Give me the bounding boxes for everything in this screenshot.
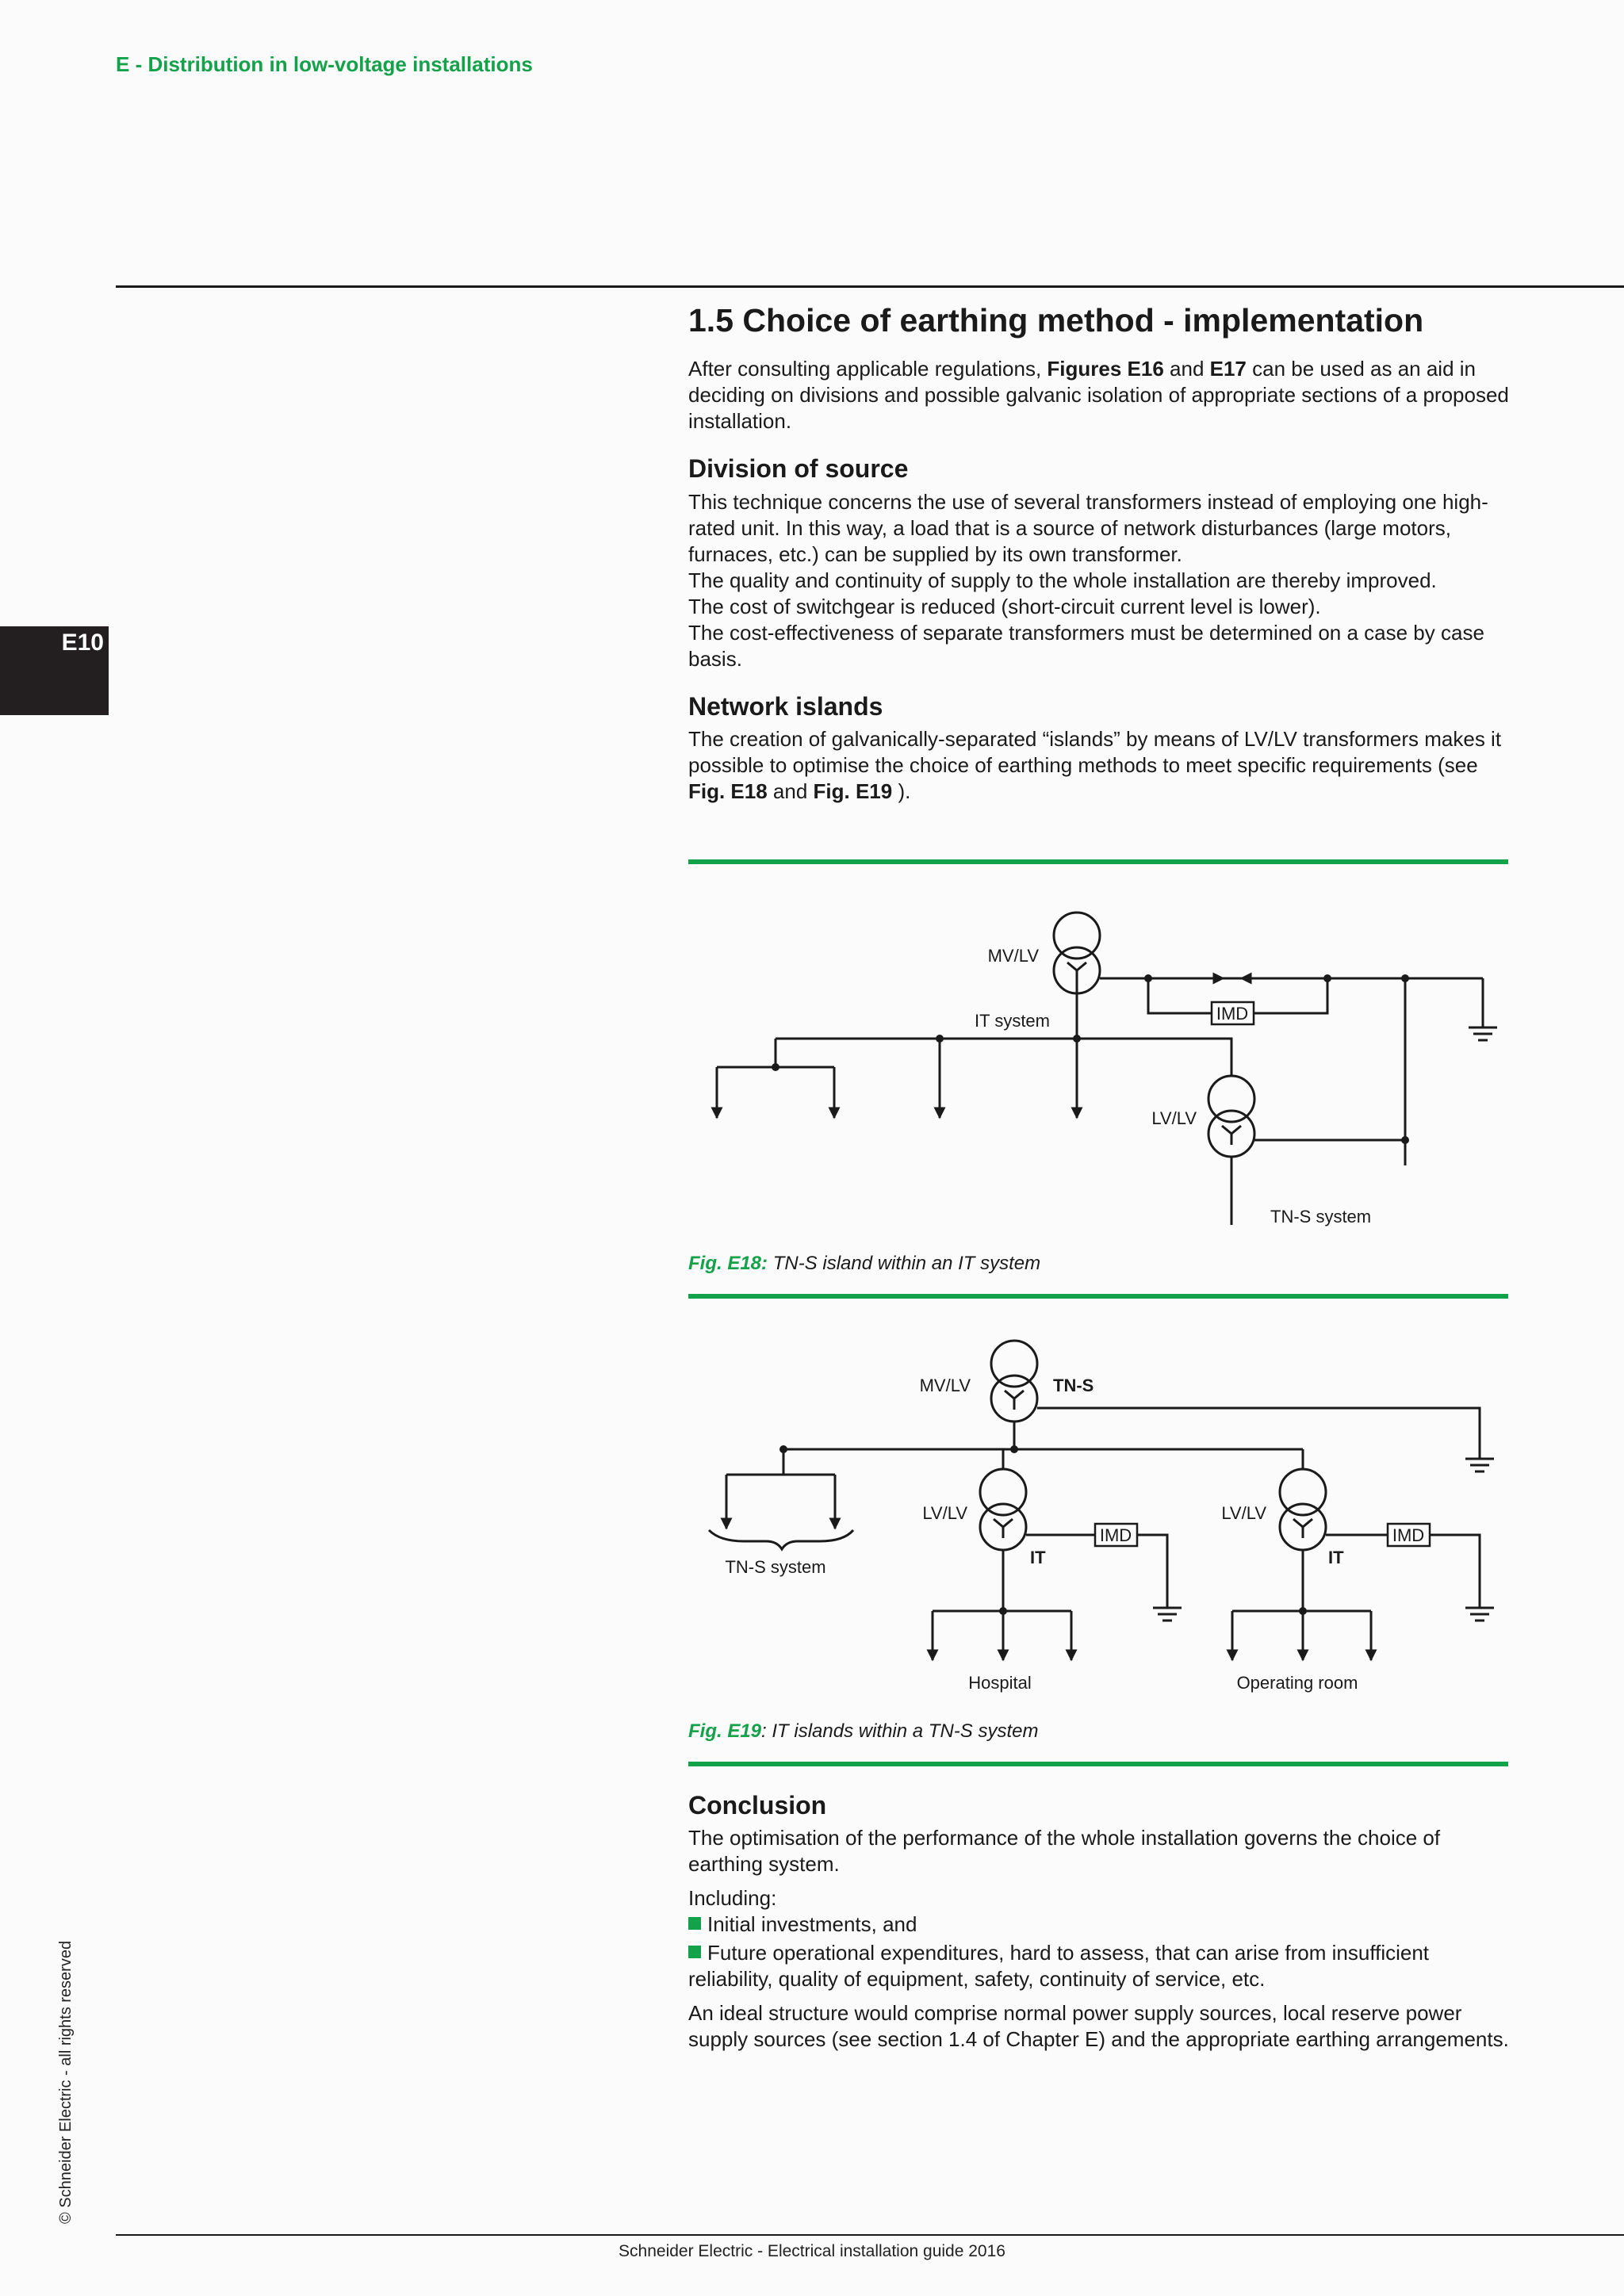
intro-paragraph: After consulting applicable regulations, Figures E16 and E17 can be used as an aid in deciding on divisions and possible galvanic isolation of appropriate sections of a proposed installation. xyxy=(688,357,1509,434)
fig18-label-imd: IMD xyxy=(1216,1004,1249,1024)
islands-heading: Network islands xyxy=(688,691,883,721)
division-paragraph-3: The cost of switchgear is reduced (short-circuit current level is lower). xyxy=(688,594,1321,618)
fig19-label-mvlv: MV/LV xyxy=(919,1376,971,1395)
conclusion-paragraph-1: The optimisation of the performance of the whole installation governs the choice of earthing system. xyxy=(688,1826,1441,1877)
fig19-label-it-left: IT xyxy=(1030,1548,1046,1567)
fig19-diagram xyxy=(688,1307,1508,1703)
footer-rule xyxy=(116,2234,1624,2236)
fig19-bottom-rule xyxy=(688,1762,1508,1766)
fig19-label-tns-system: TN-S system xyxy=(725,1557,826,1577)
page-number-tab: E10 xyxy=(0,626,109,715)
fig19-label-imd-right: IMD xyxy=(1392,1525,1425,1545)
copyright-notice: © Schneider Electric - all rights reserved xyxy=(57,1940,75,2224)
fig19-label-it-right: IT xyxy=(1328,1548,1344,1567)
conclusion-bullet-2: Future operational expenditures, hard to assess, that can arise from insufficient reliability, quality of equipment, safety, continuity of service, etc. xyxy=(688,1941,1430,1992)
fig19-caption: Fig. E19: IT islands within a TN-S system xyxy=(688,1720,1039,1742)
conclusion-paragraph-3: An ideal structure would comprise normal power supply sources, local reserve power supply sources (see section 1.4 of Chapter E) and the appropriate earthing arrangements. xyxy=(688,2001,1509,2052)
division-paragraph-1: This technique concerns the use of several transformers instead of employing one high-rated unit. In this way, a load that is a source of network disturbances (large motors, furnaces, etc.) can be supplied by its own transformer. xyxy=(688,489,1488,566)
main-text-column xyxy=(688,301,1513,805)
fig18-diagram xyxy=(688,872,1508,1245)
division-heading: Division of source xyxy=(688,454,909,484)
section-title: 1.5 Choice of earthing method - implementation xyxy=(688,302,1424,339)
fig19-label-operating-room: Operating room xyxy=(1236,1673,1358,1693)
fig19-label-tns: TN-S xyxy=(1053,1376,1094,1395)
bullet-square-icon xyxy=(688,1946,701,1958)
conclusion-paragraph-2: Including: xyxy=(688,1886,777,1911)
chapter-title: E - Distribution in low-voltage installations xyxy=(116,52,533,76)
fig18-top-rule xyxy=(688,859,1508,864)
fig19-label-lvlv-right: LV/LV xyxy=(1221,1503,1266,1523)
fig18-mvlv-winding-upper xyxy=(1054,913,1100,959)
fig18-label-it-system: IT system xyxy=(975,1011,1050,1031)
fig18-lvlv-winding-upper xyxy=(1208,1076,1254,1122)
fig19-label-imd-left: IMD xyxy=(1099,1525,1132,1545)
fig18-label-tns-system: TN-S system xyxy=(1270,1207,1372,1226)
division-paragraph-2: The quality and continuity of supply to the whole installation are thereby improved. xyxy=(688,568,1437,592)
fig18-label-lvlv: LV/LV xyxy=(1151,1108,1197,1128)
page-footer: Schneider Electric - Electrical installation guide 2016 xyxy=(619,2242,1005,2260)
fig19-label-lvlv-left: LV/LV xyxy=(922,1503,967,1523)
conclusion-heading: Conclusion xyxy=(688,1791,827,1820)
division-paragraph-4: The cost-effectiveness of separate transformers must be determined on a case by case basis. xyxy=(688,620,1484,671)
bullet-square-icon xyxy=(688,1917,701,1930)
fig19-lvlv-left-winding-upper xyxy=(980,1469,1026,1515)
fig19-mvlv-winding-upper xyxy=(991,1341,1037,1387)
conclusion-section xyxy=(688,1771,1513,2053)
fig18-label-mvlv: MV/LV xyxy=(987,946,1039,966)
fig19-lvlv-right-winding-upper xyxy=(1280,1469,1326,1515)
fig19-top-rule xyxy=(688,1294,1508,1299)
conclusion-bullet-1: Initial investments, and xyxy=(688,1911,1513,1938)
islands-paragraph: The creation of galvanically-separated “islands” by means of LV/LV transformers makes it possible to optimise the choice of earthing methods to meet specific requirements (see Fig. E18 and Fig. E19 ). xyxy=(688,726,1502,803)
fig19-label-hospital: Hospital xyxy=(968,1673,1032,1693)
fig18-caption: Fig. E18: TN-S island within an IT system xyxy=(688,1253,1041,1274)
header-rule xyxy=(116,285,1624,288)
